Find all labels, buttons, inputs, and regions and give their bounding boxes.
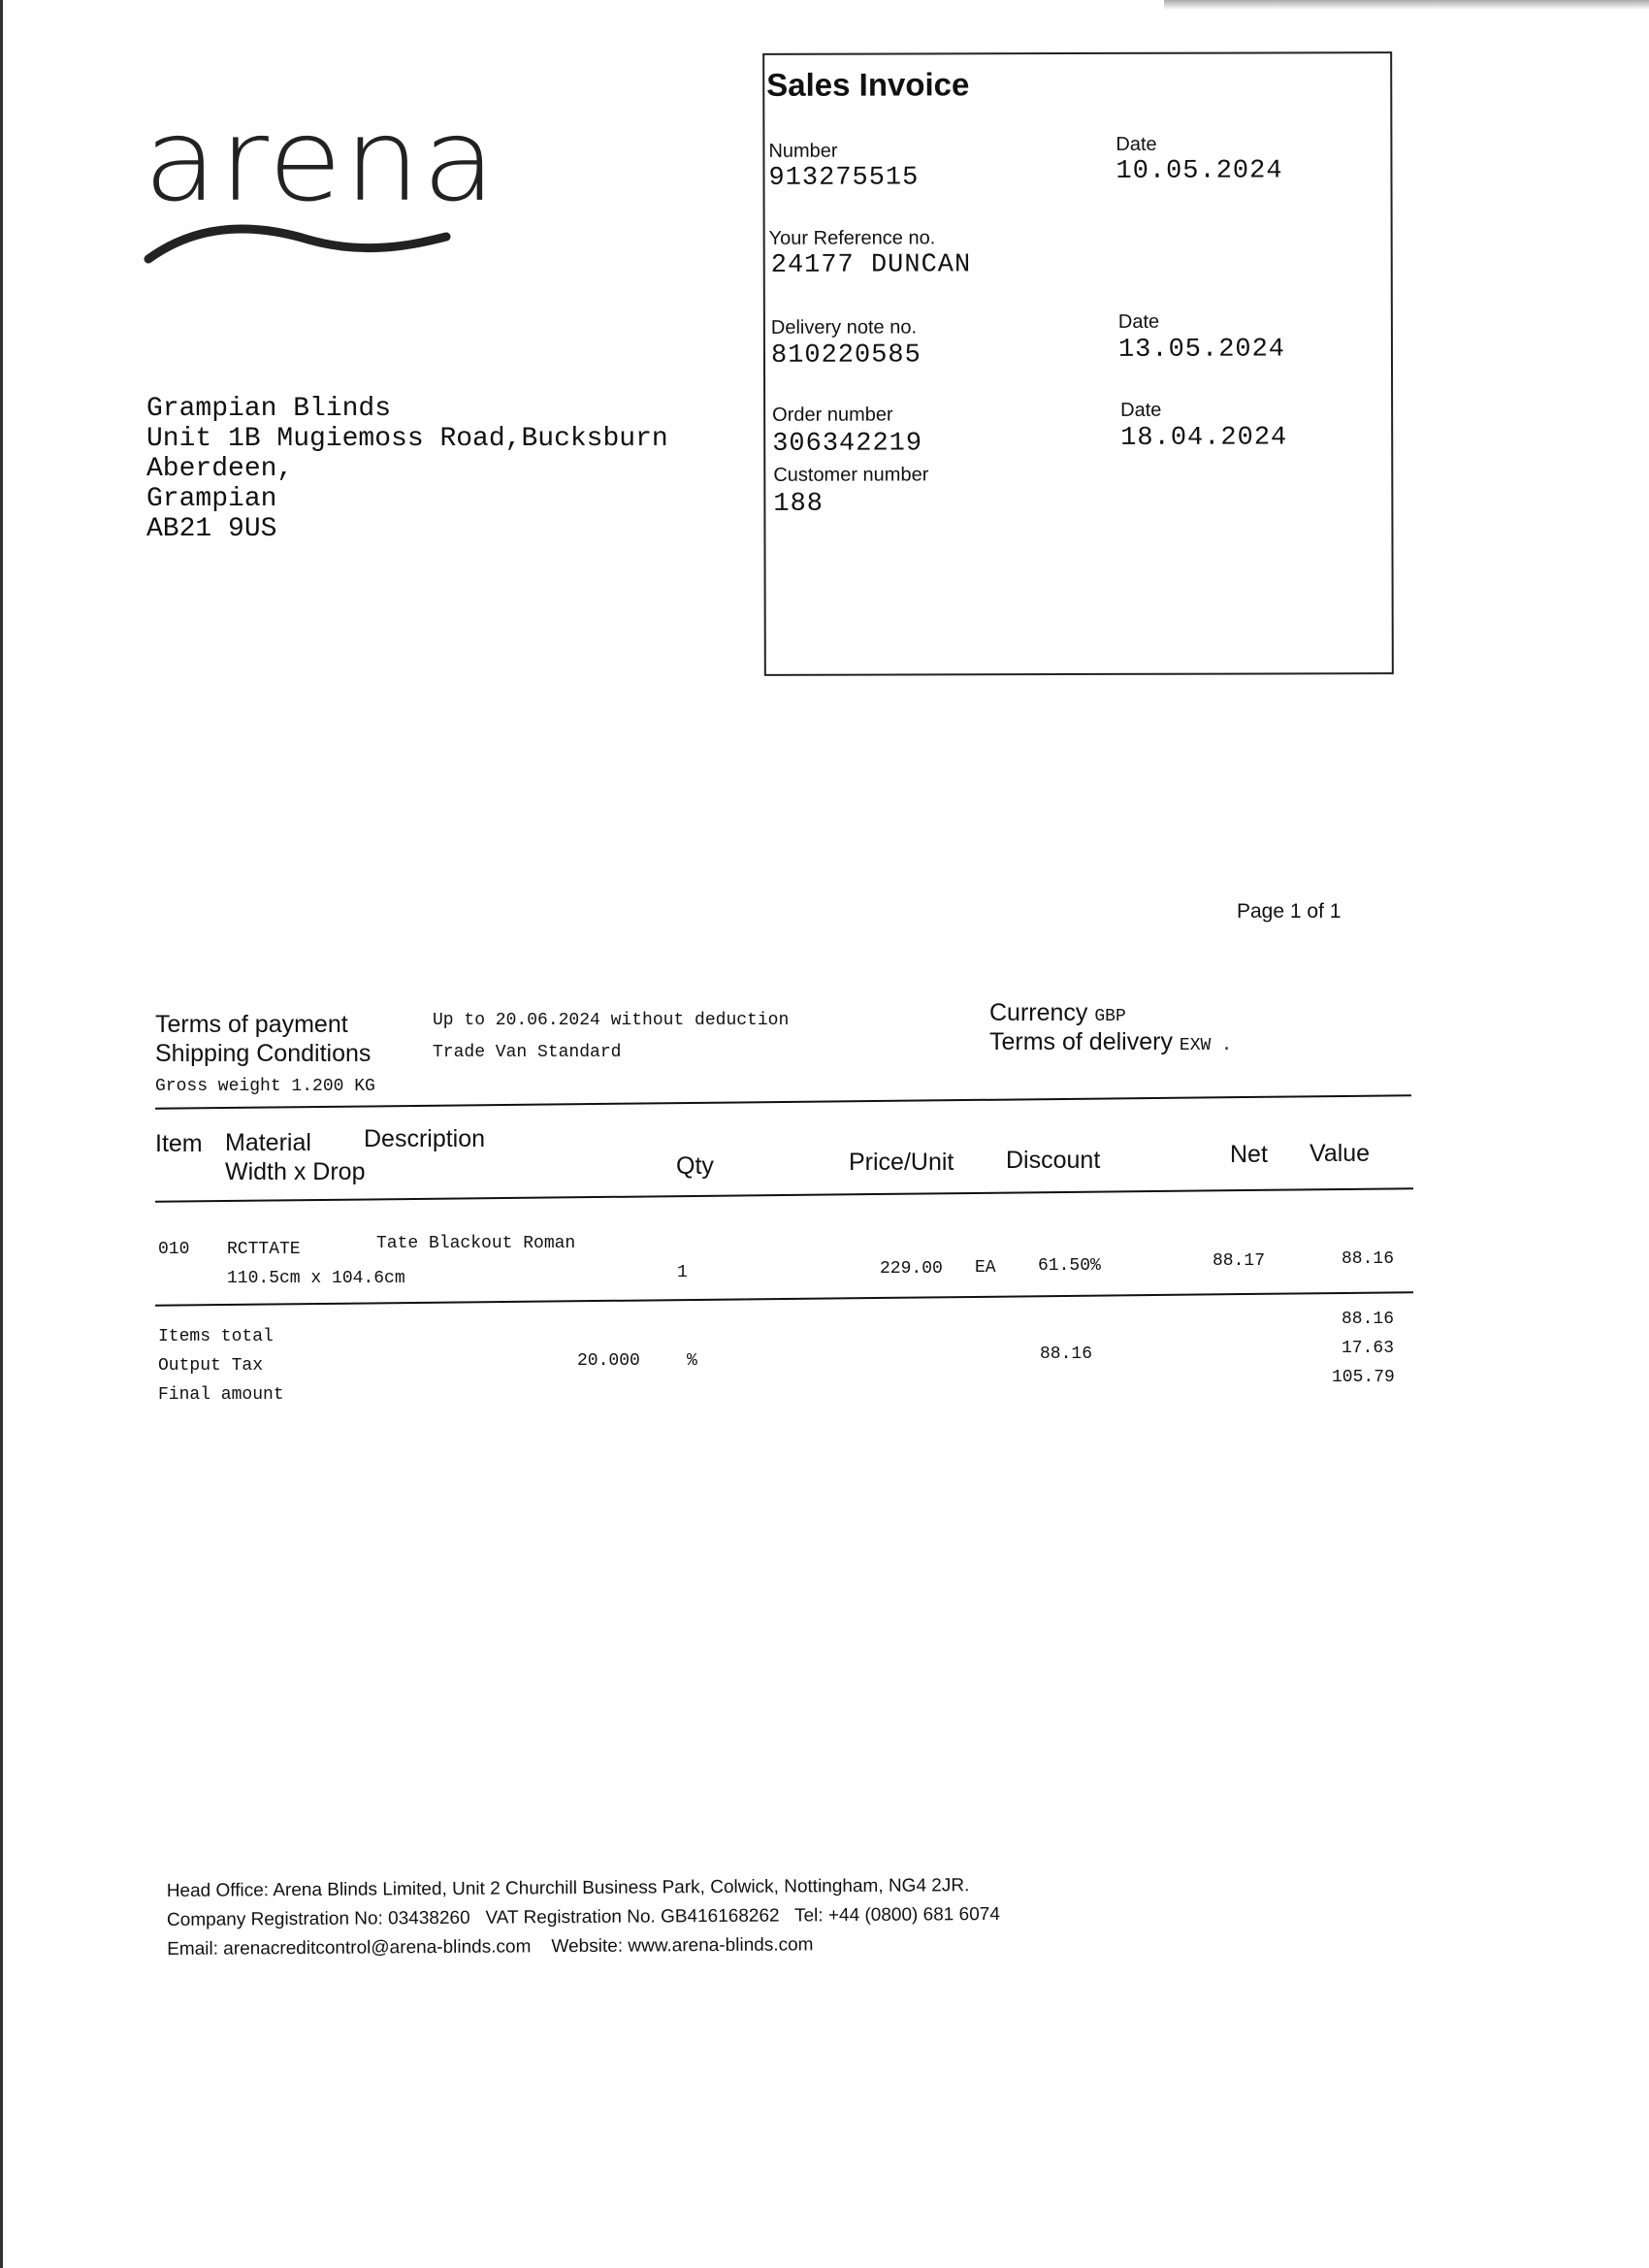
invoice-info-box	[762, 51, 1394, 676]
items-total: 88.16	[1342, 1310, 1395, 1329]
terms-of-delivery-label	[989, 1028, 1232, 1056]
customer-address	[146, 394, 668, 544]
terms-of-delivery-text: Terms of delivery	[989, 1028, 1173, 1055]
order-number-label: Order number	[772, 404, 893, 426]
address-line: Grampian Blinds	[146, 394, 392, 424]
terms-of-payment: Up to 20.06.2024 without deduction	[433, 1011, 790, 1030]
customer-number: 188	[773, 489, 824, 519]
scan-shadow	[1164, 0, 1649, 10]
col-net: Net	[1230, 1141, 1268, 1168]
price: 229.00	[880, 1259, 943, 1279]
output-tax: 17.63	[1342, 1339, 1395, 1358]
arena-logo: arena	[144, 107, 481, 213]
final-amount: 105.79	[1332, 1368, 1395, 1387]
divider	[155, 1094, 1411, 1110]
terms-of-delivery: EXW .	[1179, 1036, 1232, 1055]
col-item: Item	[155, 1130, 203, 1157]
delivery-date-label: Date	[1117, 310, 1160, 333]
shipping-conditions-label: Shipping Conditions	[155, 1040, 372, 1067]
your-reference-label: Your Reference no.	[768, 227, 936, 249]
address-line: Unit 1B Mugiemoss Road,Bucksburn	[146, 424, 668, 454]
tax-rate: 20.000	[577, 1351, 640, 1371]
number-label: Number	[768, 140, 838, 162]
scan-edge	[0, 0, 3, 2268]
unit: EA	[975, 1258, 996, 1278]
order-date-label: Date	[1120, 399, 1162, 421]
page-indicator: Page 1 of 1	[1237, 900, 1342, 923]
item-number: 010	[158, 1240, 190, 1259]
delivery-note-number: 810220585	[770, 340, 922, 371]
footer	[167, 1871, 1001, 1964]
order-date: 18.04.2024	[1120, 423, 1288, 453]
final-amount-label: Final amount	[158, 1385, 284, 1405]
document-title: Sales Invoice	[766, 66, 970, 103]
footer-contact: Email: arenacreditcontrol@arena-blinds.com Website: www.arena-blinds.com	[167, 1934, 814, 1960]
divider	[155, 1187, 1413, 1203]
order-number: 306342219	[772, 429, 923, 459]
footer-head-office: Head Office: Arena Blinds Limited, Unit 2 Churchill Business Park, Colwick, Nottingham, NG4 2JR.	[166, 1875, 970, 1902]
address-line: Grampian	[146, 484, 277, 514]
tax-base: 88.16	[1040, 1345, 1093, 1364]
tax-percent-sign: %	[687, 1351, 697, 1371]
col-value: Value	[1310, 1140, 1371, 1167]
col-width-drop: Width x Drop	[225, 1158, 366, 1185]
footer-registration: Company Registration No: 03438260 VAT Registration No. GB416168262 Tel: +44 (0800) 681 6074	[166, 1904, 1000, 1930]
invoice-date: 10.05.2024	[1116, 156, 1283, 186]
delivery-note-label: Delivery note no.	[770, 316, 918, 339]
qty: 1	[677, 1263, 688, 1282]
currency-label-text: Currency	[989, 999, 1088, 1026]
shipping-conditions: Trade Van Standard	[433, 1043, 622, 1062]
address-line: AB21 9US	[146, 514, 277, 544]
your-reference: 24177 DUNCAN	[770, 250, 972, 280]
value: 88.16	[1342, 1249, 1395, 1269]
currency: GBP	[1094, 1007, 1126, 1026]
col-description: Description	[364, 1125, 486, 1152]
address-line: Aberdeen,	[146, 454, 294, 484]
customer-number-label: Customer number	[773, 464, 929, 486]
divider	[155, 1291, 1413, 1307]
width-drop: 110.5cm x 104.6cm	[227, 1269, 405, 1288]
col-material: Material	[225, 1129, 311, 1156]
items-total-label: Items total	[158, 1327, 274, 1346]
logo-wave-icon	[144, 215, 454, 283]
col-price-unit: Price/Unit	[849, 1149, 954, 1176]
net: 88.17	[1212, 1251, 1266, 1271]
description: Tate Blackout Roman	[376, 1234, 576, 1253]
gross-weight: Gross weight 1.200 KG	[155, 1077, 375, 1096]
col-discount: Discount	[1006, 1147, 1101, 1174]
discount: 61.50%	[1038, 1256, 1101, 1276]
terms-of-payment-label: Terms of payment	[155, 1011, 348, 1038]
output-tax-label: Output Tax	[158, 1356, 264, 1376]
col-qty: Qty	[676, 1152, 714, 1180]
date-label: Date	[1116, 133, 1157, 155]
currency-label	[989, 999, 1126, 1027]
invoice-number: 913275515	[768, 163, 920, 193]
material: RCTTATE	[227, 1240, 301, 1259]
delivery-date: 13.05.2024	[1117, 335, 1286, 365]
